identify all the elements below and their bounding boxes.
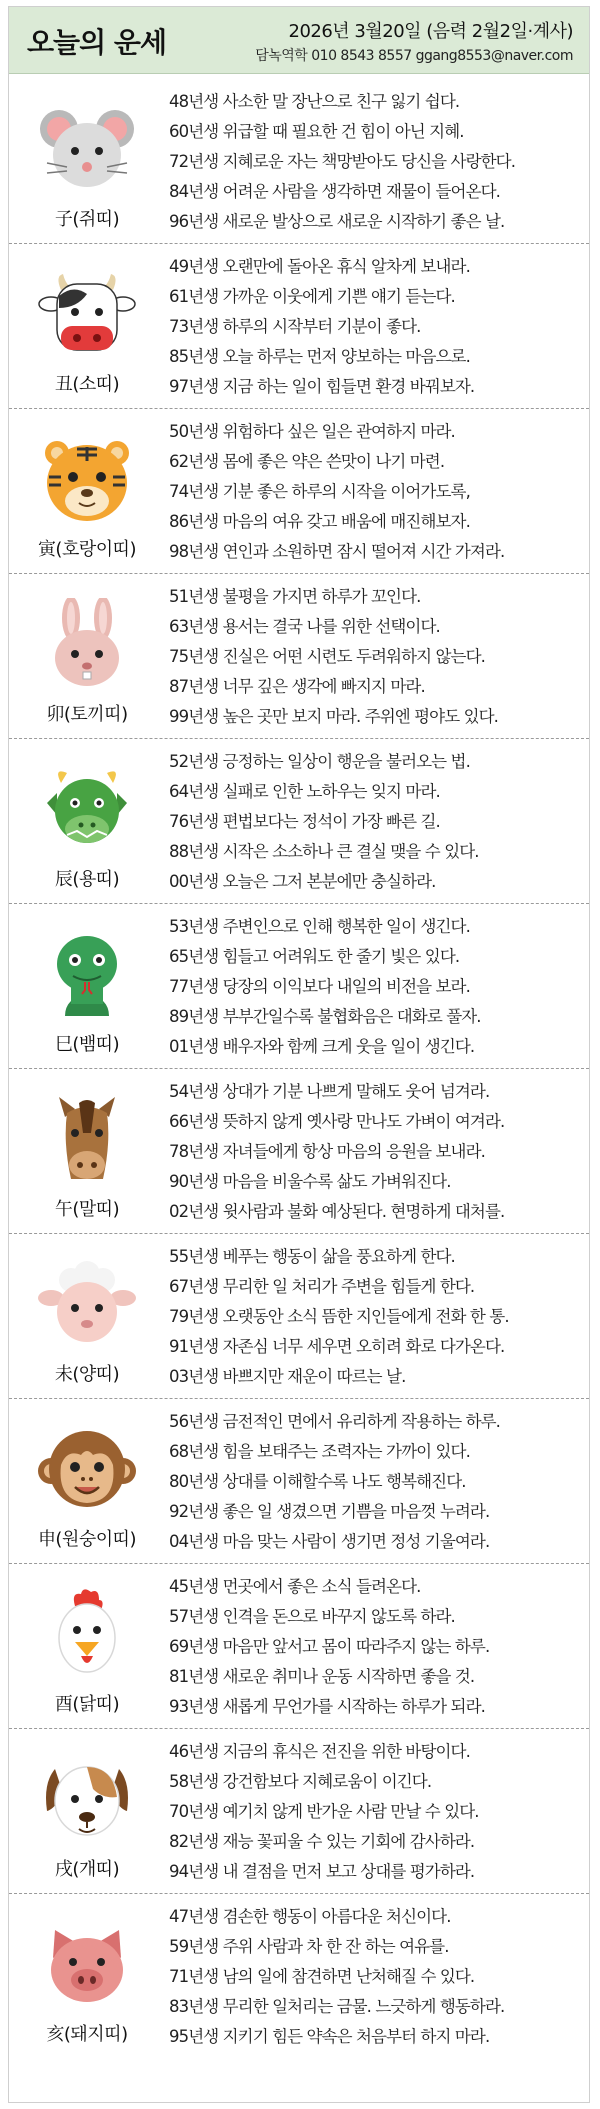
fortune-lines — [169, 582, 587, 732]
fortune-line: 86년생 마음의 여유 갖고 배움에 매진해보자. — [169, 512, 470, 531]
fortune-line: 83년생 무리한 일처리는 금물. 느긋하게 행동하라. — [169, 1997, 505, 2016]
fortune-lines — [169, 417, 587, 567]
monkey-icon — [31, 1423, 143, 1515]
fortune-line: 97년생 지금 하는 일이 힘들면 환경 바꿔보자. — [169, 377, 475, 396]
fortune-line: 95년생 지키기 힘든 약속은 처음부터 하지 마라. — [169, 2027, 490, 2046]
fortune-line: 52년생 긍정하는 일상이 행운을 불러오는 법. — [169, 752, 470, 771]
fortune-line: 03년생 바쁘지만 재운이 따르는 날. — [169, 1367, 406, 1386]
pig-icon — [31, 1918, 143, 2010]
ox-icon — [31, 268, 143, 360]
page-title: 오늘의 운세 — [27, 26, 166, 59]
fortune-line: 01년생 배우자와 함께 크게 웃을 일이 생긴다. — [169, 1037, 475, 1056]
date-line: 2026년 3월20일 (음력 2월2일·계사) — [288, 21, 573, 42]
fortune-line: 92년생 좋은 일 생겼으면 기쁨을 마음껏 누려라. — [169, 1502, 490, 1521]
fortune-line: 55년생 베푸는 행동이 삶을 풍요하게 한다. — [169, 1247, 455, 1266]
zodiac-rabbit — [9, 574, 589, 739]
fortune-lines — [169, 252, 587, 402]
fortune-line: 50년생 위험하다 싶은 일은 관여하지 마라. — [169, 422, 455, 441]
fortune-line: 76년생 편법보다는 정석이 가장 빠른 길. — [169, 812, 440, 831]
zodiac-label: 亥(돼지띠) — [46, 2024, 128, 2045]
rabbit-icon — [31, 598, 143, 690]
fortune-line: 02년생 윗사람과 불화 예상된다. 현명하게 대처를. — [169, 1202, 505, 1221]
fortune-lines — [169, 1077, 587, 1227]
zodiac-tiger — [9, 409, 589, 574]
fortune-line: 94년생 내 결점을 먼저 보고 상대를 평가하라. — [169, 1862, 475, 1881]
sheep-icon — [31, 1258, 143, 1350]
horse-icon — [31, 1093, 143, 1185]
fortune-line: 79년생 오랫동안 소식 뜸한 지인들에게 전화 한 통. — [169, 1307, 509, 1326]
zodiac-label: 午(말띠) — [54, 1199, 120, 1220]
fortune-line: 81년생 새로운 취미나 운동 시작하면 좋을 것. — [169, 1667, 475, 1686]
fortune-line: 74년생 기분 좋은 하루의 시작을 이어가도록, — [169, 482, 470, 501]
fortune-line: 73년생 하루의 시작부터 기분이 좋다. — [169, 317, 421, 336]
zodiac-label: 子(쥐띠) — [54, 209, 120, 230]
fortune-line: 71년생 남의 일에 참견하면 난처해질 수 있다. — [169, 1967, 475, 1986]
zodiac-label: 丑(소띠) — [54, 374, 120, 395]
zodiac-dog — [9, 1729, 589, 1894]
fortune-line: 91년생 자존심 너무 세우면 오히려 화로 다가온다. — [169, 1337, 505, 1356]
fortune-panel — [8, 6, 590, 2103]
fortune-line: 77년생 당장의 이익보다 내일의 비전을 보라. — [169, 977, 470, 996]
fortune-lines — [169, 912, 587, 1062]
fortune-line: 59년생 주위 사람과 차 한 잔 하는 여유를. — [169, 1937, 449, 1956]
fortune-line: 67년생 무리한 일 처리가 주변을 힘들게 한다. — [169, 1277, 475, 1296]
zodiac-ox — [9, 244, 589, 409]
dog-icon — [31, 1753, 143, 1845]
zodiac-list — [9, 79, 589, 2059]
fortune-line: 49년생 오랜만에 돌아온 휴식 알차게 보내라. — [169, 257, 470, 276]
zodiac-label: 酉(닭띠) — [54, 1694, 120, 1715]
fortune-line: 48년생 사소한 말 장난으로 친구 잃기 쉽다. — [169, 92, 460, 111]
fortune-line: 87년생 너무 깊은 생각에 빠지지 마라. — [169, 677, 425, 696]
fortune-line: 63년생 용서는 결국 나를 위한 선택이다. — [169, 617, 440, 636]
zodiac-label: 戌(개띠) — [54, 1859, 120, 1880]
fortune-lines — [169, 1407, 587, 1557]
fortune-line: 82년생 재능 꽃피울 수 있는 기회에 감사하라. — [169, 1832, 475, 1851]
zodiac-label: 辰(용띠) — [54, 869, 120, 890]
rat-icon — [31, 103, 143, 195]
fortune-line: 62년생 몸에 좋은 약은 쓴맛이 나기 마련. — [169, 452, 445, 471]
fortune-lines — [169, 1572, 587, 1722]
fortune-line: 45년생 먼곳에서 좋은 소식 들려온다. — [169, 1577, 421, 1596]
fortune-line: 61년생 가까운 이웃에게 기쁜 얘기 듣는다. — [169, 287, 455, 306]
zodiac-pig — [9, 1894, 589, 2059]
fortune-line: 54년생 상대가 기분 나쁘게 말해도 웃어 넘겨라. — [169, 1082, 490, 1101]
fortune-line: 85년생 오늘 하루는 먼저 양보하는 마음으로. — [169, 347, 470, 366]
zodiac-label: 卯(토끼띠) — [46, 704, 128, 725]
fortune-line: 68년생 힘을 보태주는 조력자는 가까이 있다. — [169, 1442, 470, 1461]
fortune-line: 89년생 부부간일수록 불협화음은 대화로 풀자. — [169, 1007, 481, 1026]
fortune-line: 46년생 지금의 휴식은 전진을 위한 바탕이다. — [169, 1742, 470, 1761]
zodiac-label: 巳(뱀띠) — [54, 1034, 120, 1055]
rooster-icon — [31, 1588, 143, 1680]
header — [9, 7, 589, 74]
fortune-line: 96년생 새로운 발상으로 새로운 시작하기 좋은 날. — [169, 212, 505, 231]
fortune-lines — [169, 1242, 587, 1392]
fortune-line: 90년생 마음을 비울수록 삶도 가벼워진다. — [169, 1172, 451, 1191]
zodiac-monkey — [9, 1399, 589, 1564]
fortune-line: 56년생 금전적인 면에서 유리하게 작용하는 하루. — [169, 1412, 501, 1431]
fortune-line: 47년생 겸손한 행동이 아름다운 처신이다. — [169, 1907, 451, 1926]
fortune-line: 84년생 어려운 사람을 생각하면 재물이 들어온다. — [169, 182, 501, 201]
fortune-line: 78년생 자녀들에게 항상 마음의 응원을 보내라. — [169, 1142, 485, 1161]
fortune-line: 04년생 마음 맞는 사람이 생기면 정성 기울여라. — [169, 1532, 490, 1551]
tiger-icon — [31, 433, 143, 525]
zodiac-label: 未(양띠) — [54, 1364, 120, 1385]
fortune-lines — [169, 87, 587, 237]
snake-icon — [31, 928, 143, 1020]
fortune-lines — [169, 1902, 587, 2052]
fortune-line: 60년생 위급할 때 필요한 건 힘이 아닌 지혜. — [169, 122, 464, 141]
zodiac-sheep — [9, 1234, 589, 1399]
fortune-line: 51년생 불평을 가지면 하루가 꼬인다. — [169, 587, 421, 606]
fortune-line: 70년생 예기치 않게 반가운 사람 만날 수 있다. — [169, 1802, 479, 1821]
zodiac-dragon — [9, 739, 589, 904]
zodiac-rat — [9, 79, 589, 244]
fortune-line: 75년생 진실은 어떤 시련도 두려워하지 않는다. — [169, 647, 485, 666]
fortune-line: 58년생 강건함보다 지혜로움이 이긴다. — [169, 1772, 432, 1791]
zodiac-rooster — [9, 1564, 589, 1729]
fortune-line: 64년생 실패로 인한 노하우는 잊지 마라. — [169, 782, 440, 801]
fortune-line: 88년생 시작은 소소하나 큰 결실 맺을 수 있다. — [169, 842, 479, 861]
fortune-line: 99년생 높은 곳만 보지 마라. 주위엔 평야도 있다. — [169, 707, 499, 726]
zodiac-label: 申(원숭이띠) — [37, 1529, 137, 1550]
fortune-line: 65년생 힘들고 어려워도 한 줄기 빛은 있다. — [169, 947, 460, 966]
zodiac-label: 寅(호랑이띠) — [37, 539, 137, 560]
fortune-lines — [169, 1737, 587, 1887]
fortune-line: 80년생 상대를 이해할수록 나도 행복해진다. — [169, 1472, 466, 1491]
contact-line: 담녹역학 010 8543 8557 ggang8553@naver.com — [255, 48, 573, 64]
dragon-icon — [31, 763, 143, 855]
fortune-line: 66년생 뜻하지 않게 옛사랑 만나도 가벼이 여겨라. — [169, 1112, 505, 1131]
fortune-line: 98년생 연인과 소원하면 잠시 떨어져 시간 가져라. — [169, 542, 505, 561]
zodiac-snake — [9, 904, 589, 1069]
zodiac-horse — [9, 1069, 589, 1234]
fortune-line: 53년생 주변인으로 인해 행복한 일이 생긴다. — [169, 917, 470, 936]
fortune-lines — [169, 747, 587, 897]
fortune-line: 00년생 오늘은 그저 본분에만 충실하라. — [169, 872, 436, 891]
fortune-line: 69년생 마음만 앞서고 몸이 따라주지 않는 하루. — [169, 1637, 490, 1656]
fortune-line: 93년생 새롭게 무언가를 시작하는 하루가 되라. — [169, 1697, 485, 1716]
fortune-line: 57년생 인격을 돈으로 바꾸지 않도록 하라. — [169, 1607, 455, 1626]
fortune-line: 72년생 지혜로운 자는 책망받아도 당신을 사랑한다. — [169, 152, 516, 171]
